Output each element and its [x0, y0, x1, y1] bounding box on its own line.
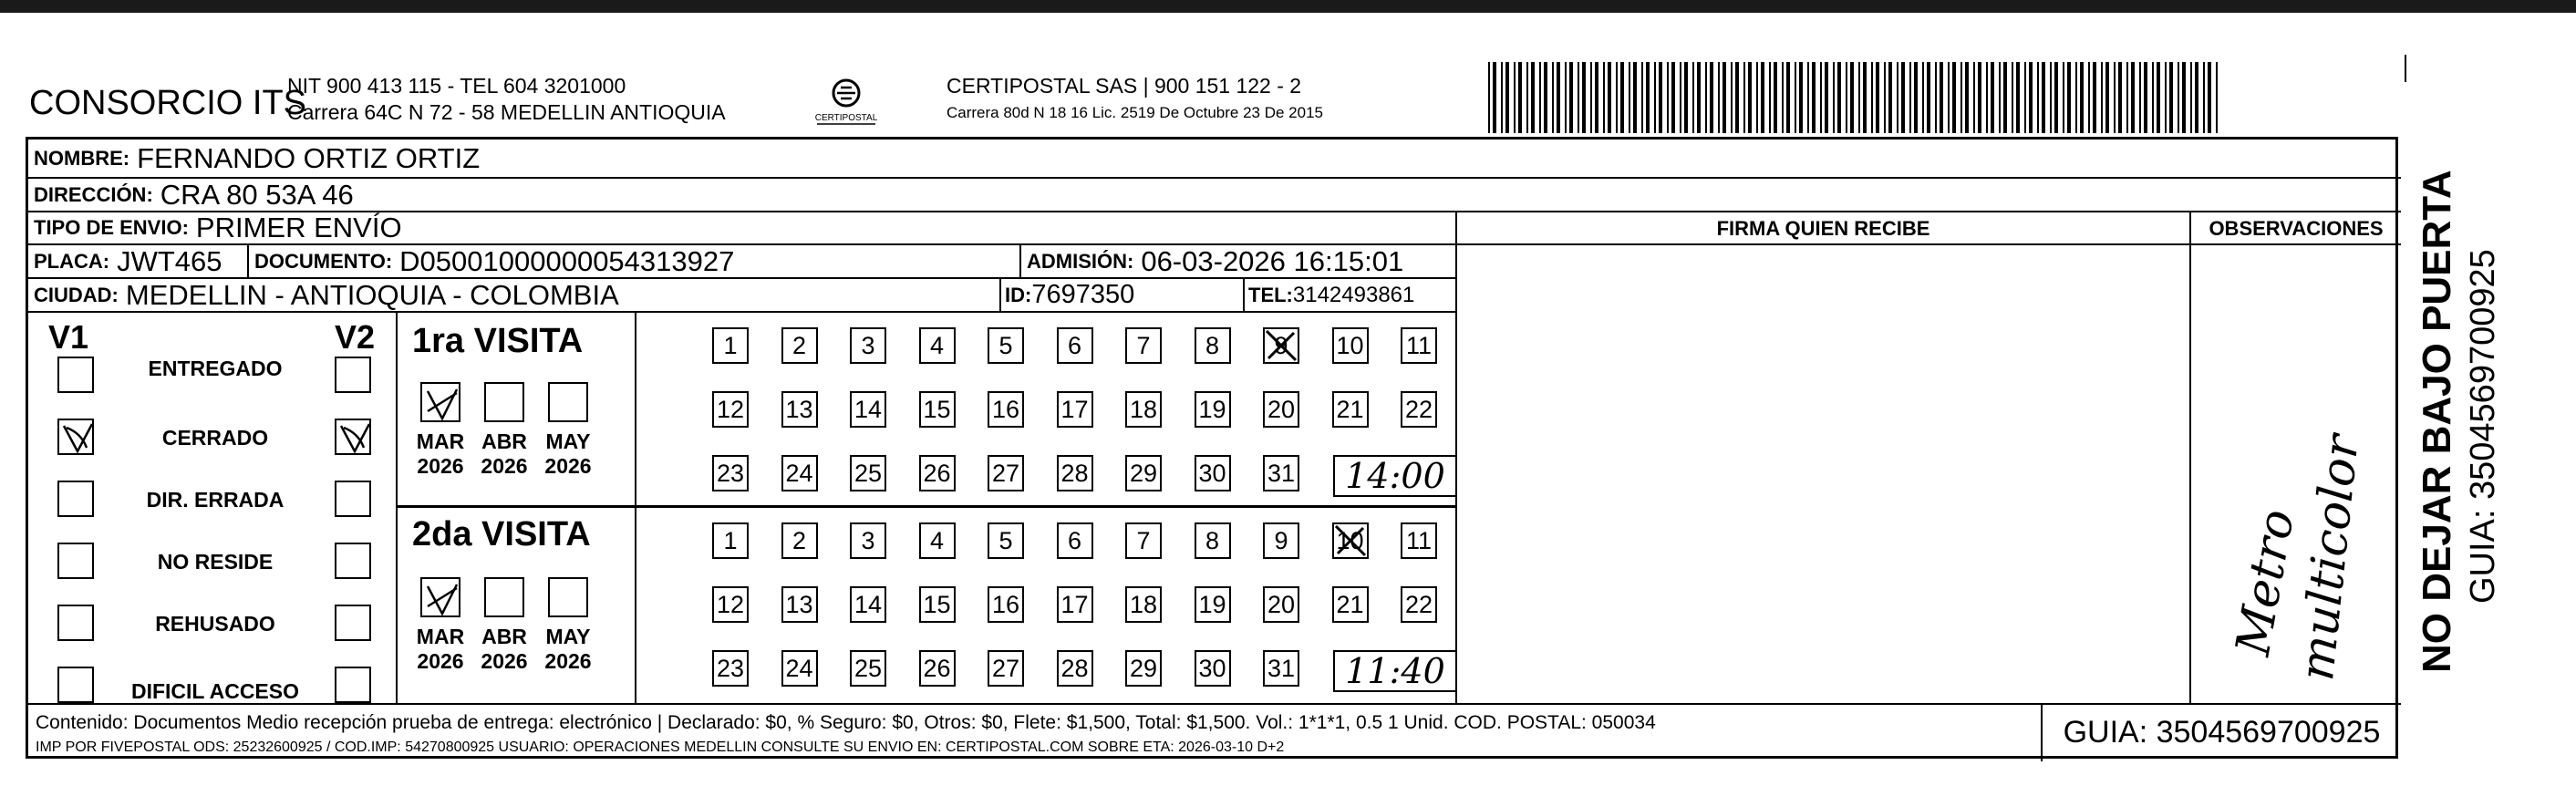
visit2-month-checkbox[interactable] [548, 577, 588, 617]
handwritten-check-mark [59, 420, 96, 457]
visit2-day-box[interactable]: 29 [1125, 650, 1162, 687]
month-name: MAY [545, 625, 591, 648]
barcode-bar [1935, 62, 1937, 133]
tel-value: 3142493861 [1292, 282, 1415, 307]
barcode-bar [2118, 62, 2122, 133]
barcode-bar [1927, 62, 1930, 133]
barcode-bar [2054, 62, 2058, 133]
month-name: MAR [416, 429, 465, 453]
top-border-strip [0, 0, 2576, 13]
barcode-bar [1748, 62, 1752, 133]
logo-text: CERTIPOSTAL [814, 113, 878, 123]
barcode-bar [1940, 62, 1943, 133]
ciudad-value: MEDELLIN - ANTIOQUIA - COLOMBIA [125, 278, 619, 311]
barcode-bar [1539, 62, 1541, 133]
v1-checkbox[interactable] [57, 357, 94, 393]
direccion-label: DIRECCIÓN: [34, 182, 153, 206]
barcode-bar [1557, 62, 1560, 133]
barcode-bar [1552, 62, 1554, 133]
row-placa [28, 245, 1455, 279]
row-ciudad [28, 279, 1455, 313]
barcode-bar [1888, 62, 1892, 133]
visit2-day-box[interactable]: 16 [988, 586, 1024, 623]
barcode-bar [1633, 62, 1637, 133]
barcode-bar [1654, 62, 1656, 133]
visit2-day-box[interactable]: 26 [919, 650, 956, 687]
barcode-bar [1909, 62, 1911, 133]
visit1-day-box[interactable]: 6 [1057, 327, 1093, 364]
barcode-bar [1978, 62, 1981, 133]
visit2-day-box[interactable]: 1 [712, 522, 749, 559]
visit2-day-box[interactable]: 10 [1332, 522, 1369, 559]
visit1-day-box[interactable]: 30 [1195, 455, 1231, 491]
barcode-bar [1718, 62, 1720, 133]
visit2-day-box[interactable]: 5 [988, 522, 1024, 559]
visit1-day-box[interactable]: 27 [988, 455, 1024, 491]
visit2-day-box[interactable]: 17 [1057, 586, 1093, 623]
documento-cell [254, 245, 734, 277]
side-guia: GUIA: 3504569700925 [2464, 249, 2502, 604]
company-nit: NIT 900 413 115 - TEL 604 3201000 [287, 74, 626, 98]
barcode-bar [1582, 62, 1586, 133]
visit1-day-box[interactable]: 7 [1125, 327, 1162, 364]
barcode-bar [2144, 62, 2147, 133]
status-label: ENTREGADO [148, 357, 283, 380]
visit2-day-box[interactable]: 9 [1263, 522, 1299, 559]
handwritten-day-mark [1263, 327, 1299, 364]
visit1-month-checkbox[interactable] [548, 382, 588, 422]
admision-value: 06-03-2026 16:15:01 [1141, 244, 1404, 277]
status-label: DIFICIL ACCESO [130, 679, 299, 703]
barcode-bar [1901, 62, 1905, 133]
barcode-bar [1897, 62, 1898, 133]
visit2-month-label [475, 625, 533, 674]
barcode-bar [1846, 62, 1847, 133]
footer-guia: GUIA: 3504569700925 [2041, 703, 2401, 761]
barcode-bar [2139, 62, 2141, 133]
visit1-day-box[interactable]: 24 [781, 455, 818, 491]
barcode-bar [1952, 62, 1956, 133]
barcode-bar [1735, 62, 1739, 133]
certipostal-info [947, 73, 1323, 126]
month-name: MAY [545, 429, 591, 453]
barcode-bar [1595, 62, 1598, 133]
visit1-day-box[interactable]: 16 [988, 391, 1024, 428]
month-year: 2026 [481, 649, 528, 673]
v2-checkbox[interactable] [335, 605, 371, 641]
barcode-bar [1769, 62, 1771, 133]
barcode-bar [1986, 62, 1988, 133]
barcode-bar [1973, 62, 1975, 133]
tipo-envio-label: TIPO DE ENVIO: [34, 216, 189, 239]
admision-cell [1027, 245, 1403, 277]
visit2-day-box[interactable]: 6 [1057, 522, 1093, 559]
id-label: ID: [1005, 283, 1032, 306]
visit1-day-box[interactable]: 5 [988, 327, 1024, 364]
visit1-title: 1ra VISITA [412, 322, 584, 360]
visit1-day-box[interactable]: 10 [1332, 327, 1369, 364]
barcode-bar [1526, 62, 1528, 133]
barcode-bar [1659, 62, 1662, 133]
visit2-day-box[interactable]: 27 [988, 650, 1024, 687]
barcode-bar [1608, 62, 1611, 133]
visit1-day-box[interactable]: 4 [919, 327, 956, 364]
barcode-bar [2016, 62, 2020, 133]
visit1-month-label [411, 429, 470, 479]
barcode-bar [2169, 62, 2173, 133]
visit2-day-box[interactable]: 20 [1263, 586, 1299, 623]
visit2-day-box[interactable]: 14 [850, 586, 886, 623]
barcode-bar [1578, 62, 1579, 133]
visit2-day-box[interactable]: 28 [1057, 650, 1093, 687]
barcode-bar [2203, 62, 2205, 133]
visit1-day-box[interactable]: 21 [1332, 391, 1369, 428]
visit1-month-checkbox[interactable] [420, 382, 460, 422]
barcode-bar [1646, 62, 1650, 133]
barcode-bar [2114, 62, 2116, 133]
v1-checkbox[interactable] [57, 543, 94, 579]
barcode-bar [1641, 62, 1643, 133]
visit2-day-box[interactable]: 13 [781, 586, 818, 623]
visit1-month-label [539, 429, 597, 479]
company-name: CONSORCIO ITS [29, 84, 307, 122]
visit2-day-box[interactable]: 7 [1125, 522, 1162, 559]
barcode-bar [1671, 62, 1675, 133]
visit2-month-label [539, 625, 597, 674]
barcode-bar [1782, 62, 1784, 133]
barcode-bar [1863, 62, 1867, 133]
barcode-bar [2157, 62, 2160, 133]
v2-checkbox[interactable] [335, 667, 371, 703]
barcode-bar [1488, 62, 1490, 133]
barcode-bar [1922, 62, 1924, 133]
visit1-day-box[interactable]: 17 [1057, 391, 1093, 428]
barcode-bar [2012, 62, 2013, 133]
company-address: Carrera 64C N 72 - 58 MEDELLIN ANTIOQUIA [287, 100, 726, 124]
visit2-block [398, 508, 1455, 703]
barcode-bar [1799, 62, 1803, 133]
v1-checkbox[interactable] [57, 667, 94, 703]
barcode-bar [1603, 62, 1605, 133]
visit2-day-box[interactable]: 15 [919, 586, 956, 623]
month-name: MAR [416, 625, 465, 648]
month-year: 2026 [481, 454, 528, 478]
barcode-bar [1756, 62, 1758, 133]
visit2-day-box[interactable]: 12 [712, 586, 749, 623]
visit1-day-box[interactable]: 12 [712, 391, 749, 428]
barcode-bar [1914, 62, 1918, 133]
visit2-month-checkbox[interactable] [420, 577, 460, 617]
direccion-value: CRA 80 53A 46 [160, 178, 354, 211]
month-year: 2026 [417, 454, 464, 478]
barcode-bar [2131, 62, 2135, 133]
month-year: 2026 [544, 649, 592, 673]
barcode-bar [2024, 62, 2026, 133]
barcode-bar [1850, 62, 1854, 133]
tel-cell [1248, 279, 1414, 311]
barcode-bar [1697, 62, 1701, 133]
v1-checkbox[interactable] [57, 419, 94, 455]
observaciones-label: OBSERVACIONES [2209, 217, 2384, 240]
barcode-bar [2050, 62, 2052, 133]
footer-imp: IMP POR FIVEPOSTAL ODS: 25232600925 / COD.IMP: 54270800925 USUARIO: OPERACIONES MEDELLIN CONSULTE SU ENVIO EN: CERTIPOSTAL.COM SOBRE ETA: 2026-03-10 D+2 [36, 739, 1285, 755]
visit1-day-box[interactable]: 19 [1195, 391, 1231, 428]
documento-label: DOCUMENTO: [254, 249, 393, 273]
obs-handwritten-1: Metro [2226, 505, 2306, 660]
month-year: 2026 [417, 649, 464, 673]
v2-checkbox[interactable] [335, 481, 371, 517]
barcode-bar [1493, 62, 1496, 133]
visit2-day-box[interactable]: 18 [1125, 586, 1162, 623]
barcode-bar [2182, 62, 2186, 133]
row-nombre [28, 140, 2401, 179]
barcode-bar [1999, 62, 2001, 133]
v1-header: V1 [48, 318, 89, 356]
status-label: NO RESIDE [157, 550, 274, 574]
barcode-bar [1518, 62, 1522, 133]
visit1-day-box[interactable]: 31 [1263, 455, 1299, 491]
barcode-bar [1705, 62, 1707, 133]
barcode-bar [1871, 62, 1873, 133]
ciudad-cell [34, 279, 619, 311]
barcode-bar [1569, 62, 1573, 133]
barcode-bar [1629, 62, 1630, 133]
barcode-bar [2067, 62, 2071, 133]
visit2-day-box[interactable]: 8 [1195, 522, 1231, 559]
barcode-bar [1684, 62, 1688, 133]
barcode-bar [1833, 62, 1835, 133]
company-info [287, 73, 726, 126]
barcode-bar [2037, 62, 2039, 133]
barcode-bar [1667, 62, 1669, 133]
barcode-bar [1620, 62, 1624, 133]
visit1-month-label [475, 429, 533, 479]
barcode-bar [2080, 62, 2084, 133]
handwritten-check-mark [422, 384, 462, 424]
barcode-bar [2093, 62, 2096, 133]
visit2-day-box[interactable]: 3 [850, 522, 886, 559]
id-cell [1005, 279, 1134, 311]
barcode-bar [1774, 62, 1777, 133]
visit1-day-box[interactable]: 29 [1125, 455, 1162, 491]
barcode-bar [2195, 62, 2198, 133]
barcode-bar [1795, 62, 1796, 133]
visit2-day-box[interactable]: 4 [919, 522, 956, 559]
admision-label: ADMISIÓN: [1027, 249, 1134, 273]
barcode-bar [1884, 62, 1886, 133]
v2-checkbox[interactable] [335, 419, 371, 455]
visit1-day-box[interactable]: 15 [919, 391, 956, 428]
barcode-bar [1858, 62, 1860, 133]
visit2-day-box[interactable]: 21 [1332, 586, 1369, 623]
visit1-day-box[interactable]: 20 [1263, 391, 1299, 428]
barcode-bar [2208, 62, 2211, 133]
visit2-day-box[interactable]: 11 [1401, 522, 1437, 559]
visit1-day-box[interactable]: 25 [850, 455, 886, 491]
visit1-day-box[interactable]: 3 [850, 327, 886, 364]
visit2-day-box[interactable]: 2 [781, 522, 818, 559]
barcode-bar [2042, 62, 2045, 133]
barcode-bar [1807, 62, 1809, 133]
v2-header: V2 [335, 318, 376, 356]
barcode-bar [1825, 62, 1828, 133]
barcode-bar [1786, 62, 1790, 133]
barcode-bar [1501, 62, 1503, 133]
barcode-bar [1692, 62, 1694, 133]
barcode-bar [1723, 62, 1726, 133]
barcode-bar [2088, 62, 2090, 133]
barcode-bar [2105, 62, 2109, 133]
v1-checkbox[interactable] [57, 605, 94, 641]
barcode-bar [1590, 62, 1592, 133]
footer-contenido: Contenido: Documentos Medio recepción prueba de entrega: electrónico | Declarado: $0, % Seguro: $0, Otros: $0, Flete: $1,500, Total: $1,500. Vol.: 1*1*1, 0.5 1 Unid. COD. POSTAL: 050034 [36, 712, 1656, 733]
tel-label: TEL: [1248, 283, 1293, 306]
certipostal-logo [810, 73, 883, 129]
barcode-bar [2075, 62, 2077, 133]
barcode-bar [2165, 62, 2167, 133]
handwritten-day-mark [1332, 522, 1369, 559]
status-block [28, 313, 398, 703]
row-tipo-envio [28, 212, 1455, 245]
visit1-day-box[interactable]: 22 [1401, 391, 1437, 428]
visit1-day-box[interactable]: 18 [1125, 391, 1162, 428]
month-name: ABR [481, 625, 527, 648]
placa-label: PLACA: [34, 249, 110, 273]
visit2-day-box[interactable]: 23 [712, 650, 749, 687]
visit2-day-box[interactable]: 24 [781, 650, 818, 687]
barcode-bar [2152, 62, 2154, 133]
barcode-bar [1761, 62, 1764, 133]
documento-value: D05001000000054313927 [399, 244, 735, 277]
visit2-title: 2da VISITA [412, 515, 591, 553]
visit2-day-box[interactable]: 25 [850, 650, 886, 687]
obs-handwritten-2: multicolor [2290, 432, 2370, 684]
status-label: REHUSADO [155, 612, 275, 636]
visit1-day-box[interactable]: 11 [1401, 327, 1437, 364]
visit2-month-checkbox[interactable] [484, 577, 524, 617]
barcode-bar [1514, 62, 1516, 133]
barcode-bar [2101, 62, 2103, 133]
firma-label: FIRMA QUIEN RECIBE [1716, 217, 1930, 240]
barcode-bar [1812, 62, 1816, 133]
barcode-bar [2216, 62, 2218, 133]
certipostal-address: Carrera 80d N 18 16 Lic. 2519 De Octubre 23 De 2015 [947, 104, 1323, 121]
handwritten-check-mark [422, 579, 462, 619]
v2-checkbox[interactable] [335, 543, 371, 579]
visit2-day-box[interactable]: 22 [1401, 586, 1437, 623]
month-name: ABR [481, 429, 527, 453]
barcode-bar [2190, 62, 2192, 133]
status-label: CERRADO [161, 426, 269, 450]
visit2-time-box[interactable]: 11:40 [1333, 650, 1457, 692]
visit1-day-box[interactable]: 8 [1195, 327, 1231, 364]
barcode-bar [1505, 62, 1509, 133]
barcode-bar [1948, 62, 1950, 133]
visit1-day-box[interactable]: 28 [1057, 455, 1093, 491]
barcode-bar [1565, 62, 1567, 133]
barcode-bar [1710, 62, 1713, 133]
barcode-bar [1616, 62, 1618, 133]
visit1-day-box[interactable]: 1 [712, 327, 749, 364]
visit1-time-box[interactable]: 14:00 [1333, 455, 1457, 497]
barcode-bar [2063, 62, 2064, 133]
visit1-day-box[interactable]: 14 [850, 391, 886, 428]
barcode-bar [1876, 62, 1879, 133]
visit1-month-checkbox[interactable] [484, 382, 524, 422]
v1-checkbox[interactable] [57, 481, 94, 517]
visit1-day-box[interactable]: 9 [1263, 327, 1299, 364]
barcode-bar [2003, 62, 2007, 133]
id-value: 7697350 [1031, 280, 1135, 309]
row-direccion [28, 179, 2401, 212]
barcode-bar [2178, 62, 2179, 133]
visit2-day-box[interactable]: 30 [1195, 650, 1231, 687]
certipostal-name: CERTIPOSTAL SAS | 900 151 122 - 2 [947, 74, 1302, 98]
barcode-bar [1544, 62, 1547, 133]
barcode-bar [2029, 62, 2033, 133]
barcode [1488, 62, 2218, 133]
barcode-bar [1837, 62, 1841, 133]
barcode-bar [1531, 62, 1535, 133]
visit1-day-box[interactable]: 2 [781, 327, 818, 364]
ciudad-label: CIUDAD: [34, 283, 119, 306]
tipo-envio-value: PRIMER ENVÍO [195, 212, 402, 243]
barcode-bar [1960, 62, 1962, 133]
visit1-day-box[interactable]: 26 [919, 455, 956, 491]
barcode-bar [1991, 62, 1994, 133]
visit2-day-box[interactable]: 19 [1195, 586, 1231, 623]
visit2-day-box[interactable]: 31 [1263, 650, 1299, 687]
barcode-bar [1820, 62, 1822, 133]
status-label: DIR. ERRADA [146, 488, 284, 512]
v2-checkbox[interactable] [335, 357, 371, 393]
month-year: 2026 [544, 454, 592, 478]
visit1-day-box[interactable]: 13 [781, 391, 818, 428]
barcode-bar [2126, 62, 2128, 133]
nombre-label: NOMBRE: [34, 146, 130, 170]
visit1-block [398, 313, 1455, 508]
visit1-day-box[interactable]: 23 [712, 455, 749, 491]
barcode-bar [1965, 62, 1969, 133]
visit2-month-label [411, 625, 470, 674]
delivery-form [26, 137, 2398, 759]
side-no-dejar: NO DEJAR BAJO PUERTA [2415, 170, 2459, 673]
barcode-bar [1743, 62, 1745, 133]
barcode-bar [1731, 62, 1733, 133]
handwritten-check-mark [336, 420, 373, 457]
placa-value: JWT465 [117, 244, 222, 277]
placa-cell [34, 245, 222, 277]
barcode-bar [1680, 62, 1681, 133]
nombre-value: FERNANDO ORTIZ ORTIZ [137, 141, 481, 174]
